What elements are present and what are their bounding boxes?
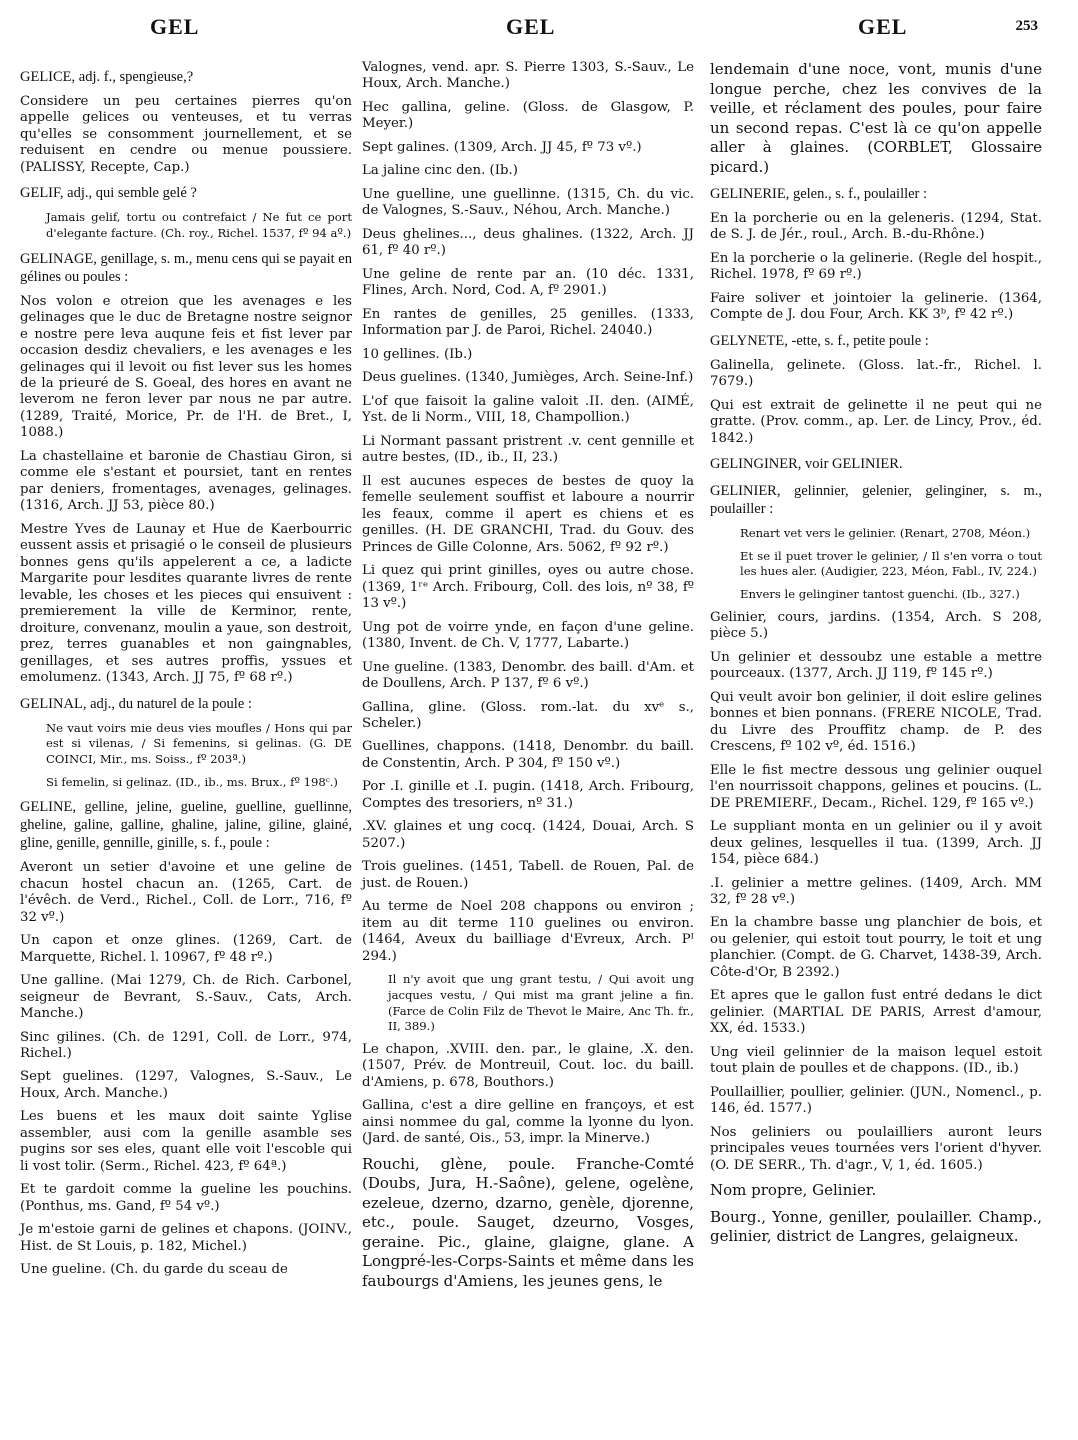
citation: Ung vieil gelinnier de la maison lequel estoit tout plain de poulles et de chappons. (ID., ib.) [710,1044,1042,1077]
citation: Sinc gilines. (Ch. de 1291, Coll. de Lorr., 974, Richel.) [20,1029,352,1061]
verse-quote: Ne vaut voirs mie deus vies moufles / Hons qui par est si vilenas, / Si femenins, si gelinas. (G. DE COINCI, Mir., ms. Soiss., fº 203ª.) [46,720,352,766]
citation: Guellines, chappons. (1418, Denombr. du baill. de Constentin, Arch. P 304, fº 150 vº.) [362,739,694,771]
citation: Trois guelines. (1451, Tabell. de Rouen, Pal. de just. de Rouen.) [362,859,694,891]
citation: Valognes, vend. apr. S. Pierre 1303, S.-Sauv., Le Houx, Arch. Manche.) [362,60,694,92]
citation: Nos geliniers ou poulailliers auront leurs principales veues tournées vers l'orient d'hyver. (O. DE SERR., Th. d'agr., V, 1, éd. 1605.) [710,1124,1042,1173]
citation: En la chambre basse ung planchier de bois, et ou gelenier, qui estoit tout pourry, le toit et ung planchier. (Compt. de G. Charvet, 1438-39, Arch. Côte-d'Or, B 2392.) [710,915,1042,980]
citation: Deus ghelines..., deus ghalines. (1322, Arch. JJ 61, fº 40 rº.) [362,226,694,259]
citation: Nos volon e otreion que les avenages e les gelinages que le duc de Bretagne nostre seignor e nostre pere leva auqune feis et fist lever par occasion desdiz chevaliers, e les avenages e les gelinages qui il levoit ou fist lever sus les homes de la prieuré de S. Goeal, des hores en avant ne leverom ne feron lever par nous ne par autre. (1289, Traité, Morice, Pr. de l'H. de Bret., I, 1088.) [20,293,352,441]
citation: La chastellaine et baronie de Chastiau Giron, si comme ele s'estant et poursiet, tant en rentes par deniers, fromentages, avenages, gelinages. (1316, Arch. JJ 53, pièce 80.) [20,448,352,514]
proper-name-note: Nom propre, Gelinier. [710,1181,877,1200]
citation: Une gueline. (1383, Denombr. des baill. d'Am. et de Doullens, Arch. P 137, fº 6 vº.) [362,659,694,692]
citation: Sept guelines. (1297, Valognes, S.-Sauv., Le Houx, Arch. Manche.) [20,1069,352,1101]
citation: Il est aucunes especes de bestes de quoy la femelle seulement souffist et laboure a nourrir les feaux, comme il apert es chiens et es genilles. (H. DE GRANCHI, Trad. du Gouv. des Princes de Gille Colonne, Ars. 5062, fº 92 rº.) [362,473,694,555]
headword-gelice: GELICE, adj. f., spengieuse,? [20,69,194,85]
citation: Gallina, gline. (Gloss. rom.-lat. du xvᵉ s., Scheler.) [362,699,694,731]
citation: Une galline. (Mai 1279, Ch. de Rich. Carbonel, seigneur de Bevrant, S.-Sauv., Cats, Arch. Manche.) [20,973,352,1022]
page-number: 253 [1015,18,1038,34]
citation: Ung pot de voirre ynde, en façon d'une geline. (1380, Invent. de Ch. V, 1777, Labarte.) [362,619,694,652]
citation: En rantes de genilles, 25 genilles. (1333, Information par J. de Paroi, Richel. 24040.) [362,306,694,339]
citation: Deus guelines. (1340, Jumièges, Arch. Seine-Inf.) [362,370,694,386]
citation: Faire soliver et jointoier la gelinerie. (1364, Compte de J. dou Four, Arch. KK 3ᵇ, fº 42 rº.) [710,290,1042,323]
citation: Gallina, c'est a dire gelline en françoys, et est ainsi nommee du gal, comme la lyonne du lyon. (Jard. de santé, Ois., 53, impr. la Minerve.) [362,1098,694,1147]
citation: Sept galines. (1309, Arch. JJ 45, fº 73 vº.) [362,139,642,155]
citation: Je m'estoie garni de gelines et chapons. (JOINV., Hist. de St Louis, p. 182, Michel.) [20,1222,352,1254]
citation: La jaline cinc den. (Ib.) [362,163,518,179]
citation: Un capon et onze glines. (1269, Cart. de Marquette, Richel. l. 10967, fº 48 rº.) [20,933,352,965]
citation: Elle le fist mectre dessous ung gelinier ouquel l'en nourrissoit chappons, gelines et poucins. (L. DE PREMIERF., Decam., Richel. 129, fº 165 vº.) [710,762,1042,811]
dialect-note-continued: lendemain d'une noce, vont, munis d'une longue perche, chez les convives de la veille, et réclament des poules, pour faire un second repas. C'est là ce qu'on appelle aller à glaines. (CORBLET, Glossaire picard.) [710,60,1042,176]
citation: 10 gellines. (Ib.) [362,346,473,362]
verse-quote: Envers le gelinginer tantost guenchi. (Ib., 327.) [740,587,1020,602]
column-center [362,60,694,1298]
column-right [710,60,1042,1254]
citation: Les buens et les maux doit sainte Yglise assembler, ausi com la genille asamble ses pugins sor ses eles, quant elle voit l'escoble qui li vost tolir. (Serm., Richel. 423, fº 64ª.) [20,1109,352,1174]
verse-quote: Si femelin, si gelinaz. (ID., ib., ms. Brux., fº 198ᶜ.) [46,774,338,789]
citation: Por .I. ginille et .I. pugin. (1418, Arch. Fribourg, Comptes des tresoriers, nº 31.) [362,779,694,811]
citation: Li quez qui print ginilles, oyes ou autre chose. (1369, 1ʳᵉ Arch. Fribourg, Coll. des lois, nº 38, fº 13 vº.) [362,563,694,612]
citation: Hec gallina, geline. (Gloss. de Glasgow, P. Meyer.) [362,99,694,132]
citation: Au terme de Noel 208 chappons ou environ ; item au dit terme 110 guelines ou environ. (1464, Aveux du bailliage d'Evreux, Arch. Pᴵ 294.) [362,899,694,964]
verse-quote: Il n'y avoit que ung grant testu, / Qui avoit ung jacques vestu, / Qui mist ma grant jeline a fin. (Farce de Colin Filz de Thevot le Maire, Anc Th. fr., II, 389.) [388,972,694,1034]
running-head-right: GEL [858,14,908,39]
column-left [20,60,352,1286]
headword-gelinier: GELINIER, gelinnier, gelenier, gelinginer, s. m., poulailler : [710,483,1042,518]
citation: Qui est extrait de gelinette il ne peut qui ne gratte. (Prov. comm., ap. Ler. de Lincy, Prov., éd. 1842.) [710,397,1042,446]
headword-gelif: GELIF, adj., qui semble gelé ? [20,185,197,202]
citation: Une gueline. (Ch. du garde du sceau de [20,1262,288,1278]
citation: Et apres que le gallon fust entré dedans le dict gelinier. (MARTIAL DE PARIS, Arrest d'amour, XX, éd. 1533.) [710,988,1042,1037]
dialect-note: Rouchi, glène, poule. Franche-Comté (Doubs, Jura, H.-Saône), gelene, ogelène, ezeleue, dzerno, dzarno, genèle, djorenne, etc., poule. Sauget, dzeurno, Vosges, geraine. Pic., glaine, glaigne, glane. A Longpré-les-Corps-Saints et même dans les faubourgs d'Amiens, les jeunes gens, le [362,1154,694,1290]
citation: Gelinier, cours, jardins. (1354, Arch. S 208, pièce 5.) [710,609,1042,642]
citation: Mestre Yves de Launay et Hue de Kaerbourric eussent assis et prisagié o le conseil de plusieurs bonnes gens qu'ils appelerent a ce, a ladicte Margarite pour lesdites quarante livres de rente levable, les choses et les pieces qui ensuivent : premierement la ville de Kerminor, rente, droiture, convenanz, moulin a yaue, son destroit, prez, terres guanables et non gaingnables, genillages, et ses autres proffis, yssues et emolumenz. (1343, Arch. JJ 75, fº 68 rº.) [20,521,352,686]
citation: Un gelinier et dessoubz une estable a mettre pourceaux. (1377, Arch. JJ 119, fº 145 rº.) [710,649,1042,682]
running-head-center: GEL [506,14,556,39]
running-head-left: GEL [150,14,200,39]
dialect-note: Bourg., Yonne, geniller, poulailler. Champ., gelinier, district de Langres, gelaigneux. [710,1207,1042,1246]
citation: .I. gelinier a mettre gelines. (1409, Arch. MM 32, fº 28 vº.) [710,875,1042,907]
citation: En la porcherie o la gelinerie. (Regle del hospit., Richel. 1978, fº 69 rº.) [710,250,1042,283]
citation: Qui veult avoir bon gelinier, il doit eslire gelines bonnes et bien ponnans. (FRERE NICOLE, Trad. du Livre des Prouffitz champ. de P. des Crescens, fº 102 vº, éd. 1516.) [710,689,1042,755]
headword-geline: GELINE, gelline, jeline, gueline, guelline, guellinne, gheline, galine, galline, ghaline, jaline, giline, glainé, gline, genille, gennille, ginille, s. f., poule : [20,799,352,852]
citation: Considere un peu certaines pierres qu'on appelle gelices ou venteuses, et tu verras qu'elles se consomment journellement, et se reduisent en cendre ou menue poussiere. (PALISSY, Recepte, Cap.) [20,93,352,175]
citation: Le suppliant monta en un gelinier ou il y avoit deux gelines, lesquelles il tua. (1399, Arch. JJ 154, pièce 684.) [710,819,1042,868]
citation: Une guelline, une guellinne. (1315, Ch. du vic. de Valognes, S.-Sauv., Néhou, Arch. Manche.) [362,186,694,219]
citation: Li Normant passant pristrent .v. cent gennille et autre bestes, (ID., ib., II, 23.) [362,433,694,466]
verse-quote: Et se il puet trover le gelinier, / Il s'en vorra o tout les hues aler. (Audigier, 223, Méon, Fabl., IV, 224.) [740,548,1042,579]
headword-gelinerie: GELINERIE, gelen., s. f., poulailler : [710,186,928,202]
citation: Poullaillier, poullier, gelinier. (JUN., Nomencl., p. 146, éd. 1577.) [710,1084,1042,1117]
citation: En la porcherie ou en la geleneris. (1294, Stat. de S. J. de Jér., roul., Arch. B.-du-Rhône.) [710,210,1042,243]
verse-quote: Renart vet vers le gelinier. (Renart, 2708, Méon.) [740,526,1031,541]
citation: Et te gardoit comme la gueline les pouchins. (Ponthus, ms. Gand, fº 54 vº.) [20,1182,352,1214]
citation: Averont un setier d'avoine et une geline de chacun hostel chacun an. (1265, Cart. de l'évêch. de Verd., Richel., Coll. de Lorr., 716, fº 32 vº.) [20,860,352,925]
verse-quote: Jamais gelif, tortu ou contrefaict / Ne fut ce port d'elegante facture. (Ch. roy., Richel. 1537, fº 94 aº.) [46,210,352,240]
headword-gelinginer: GELINGINER, voir GELINIER. [710,456,903,473]
headword-gelinal: GELINAL, adj., du naturel de la poule : [20,695,252,712]
citation: .XV. glaines et ung cocq. (1424, Douai, Arch. S 5207.) [362,819,694,851]
headword-gelynete: GELYNETE, -ette, s. f., petite poule : [710,332,929,349]
citation: Galinella, gelinete. (Gloss. lat.-fr., Richel. l. 7679.) [710,357,1042,390]
citation: Une geline de rente par an. (10 déc. 1331, Flines, Arch. Nord, Cod. A, fº 2901.) [362,266,694,299]
headword-gelinage: GELINAGE, genillage, s. m., menu cens qui se payait en gélines ou poules : [20,250,352,285]
citation: Le chapon, .XVIII. den. par., le glaine, .X. den. (1507, Prév. de Montreuil, Cout. loc. du baill. d'Amiens, p. 678, Bouthors.) [362,1041,694,1090]
citation: L'of que faisoit la galine valoit .II. den. (AIMÉ, Yst. de li Norm., VIII, 18, Champollion.) [362,393,694,426]
